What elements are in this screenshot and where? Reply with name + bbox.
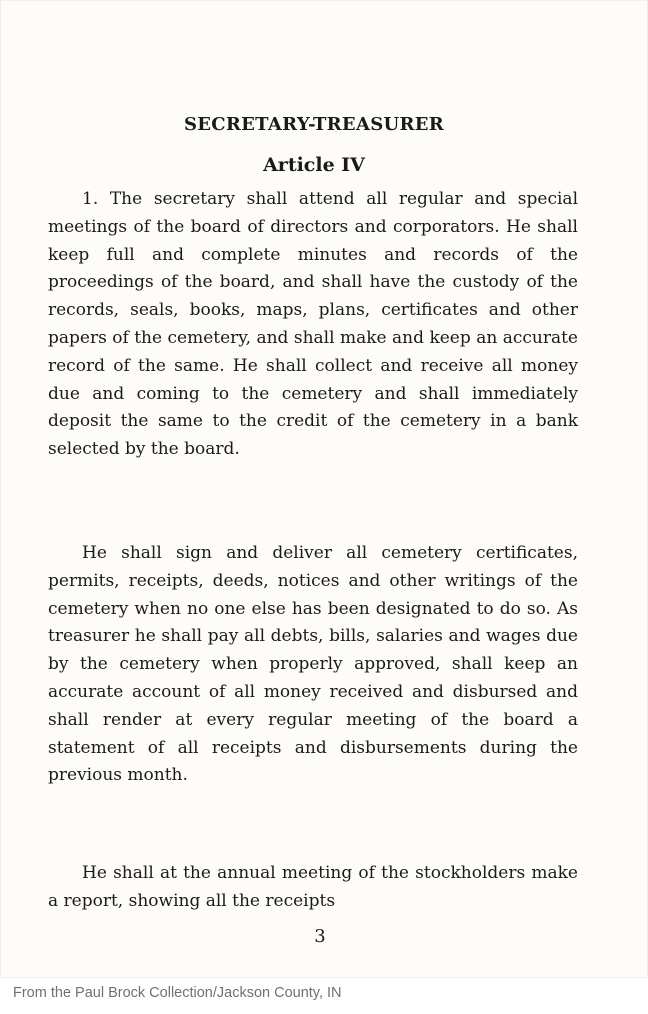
paragraph-1: 1. The secretary shall attend all regular and special meetings of the board of directors and corporators. He shall keep full and complete minutes and records of the proceedings of the board, and shall have the custody of the records, seals, books, maps, plans, certificates and other papers of the cemetery, and shall make and keep an accurate record of the same. He shall collect and receive all money due and coming to the cemetery and shall immediately deposit the same to the credit of the cemetery in a bank selected by the board. bbox=[48, 189, 578, 460]
paragraph-2: He shall sign and deliver all cemetery certificates, permits, receipts, deeds, notices and other writings of the cemetery when no one else has been designated to do so. As treasurer he shall pay all debts, bills, salaries and wages due by the cemetery when properly approved, shall keep an accurate account of all money received and disbursed and shall render at every regular meeting of the board a statement of all receipts and disbursements during the previous month. bbox=[48, 543, 578, 786]
page-number: 3 bbox=[314, 926, 326, 947]
section-title: SECRETARY-TREASURER bbox=[183, 114, 445, 135]
paragraph-3: He shall at the annual meeting of the stockholders make a report, showing all the receipts bbox=[48, 863, 578, 911]
collection-credit: From the Paul Brock Collection/Jackson County, IN bbox=[13, 985, 342, 1001]
article-title: Article IV bbox=[263, 154, 365, 176]
